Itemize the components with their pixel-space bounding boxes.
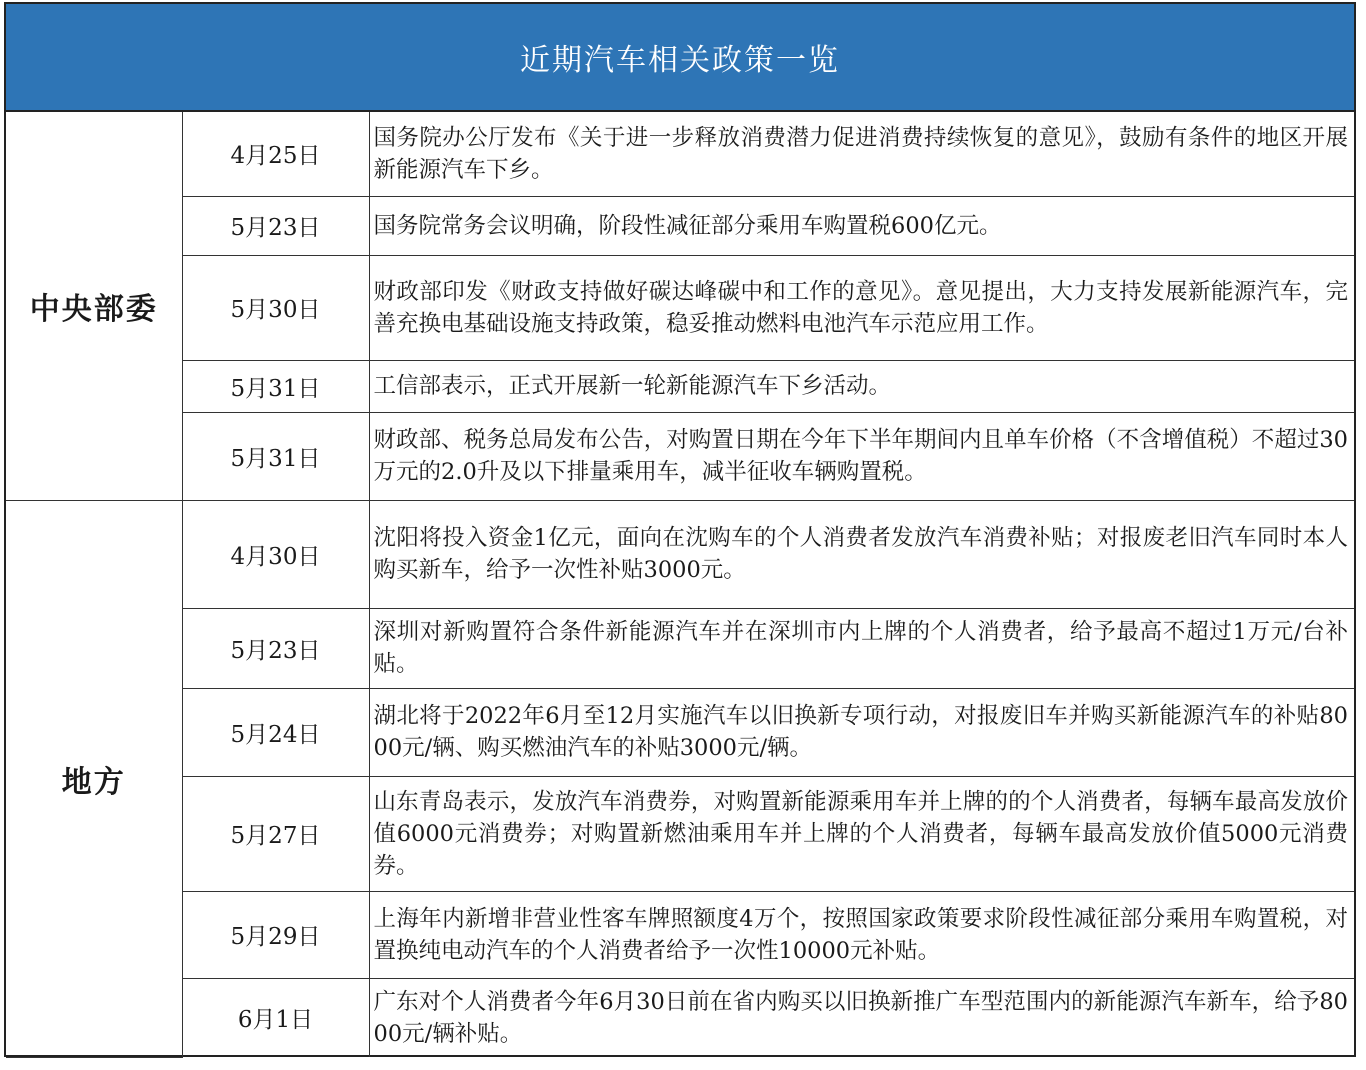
row-content: 广东对个人消费者今年6月30日前在省内购买以旧换新推广车型范围内的新能源汽车新车，给予8000元/辆补贴。 [369, 978, 1354, 1057]
table-row [6, 608, 1354, 688]
table-row [6, 255, 1354, 360]
table-row [6, 688, 1354, 776]
row-content: 国务院办公厅发布《关于进一步释放消费潜力促进消费持续恢复的意见》，鼓励有条件的地区开展新能源汽车下乡。 [369, 112, 1354, 196]
table-row [6, 112, 1354, 196]
row-date: 5月23日 [182, 608, 369, 688]
table-header [6, 4, 1354, 112]
row-content: 深圳对新购置符合条件新能源汽车并在深圳市内上牌的个人消费者，给予最高不超过1万元/台补贴。 [369, 608, 1354, 688]
row-date: 5月31日 [182, 412, 369, 500]
table-row [6, 776, 1354, 891]
table-row [6, 500, 1354, 608]
row-content: 工信部表示，正式开展新一轮新能源汽车下乡活动。 [369, 360, 1354, 412]
table-title: 近期汽车相关政策一览 [520, 43, 840, 78]
row-date: 5月30日 [182, 255, 369, 360]
table-row [6, 196, 1354, 255]
table-row [6, 891, 1354, 978]
row-content: 沈阳将投入资金1亿元，面向在沈购车的个人消费者发放汽车消费补贴；对报废老旧汽车同时本人购买新车，给予一次性补贴3000元。 [369, 500, 1354, 608]
category-central: 中央部委 [6, 112, 182, 500]
table-row [6, 412, 1354, 500]
policy-table [6, 112, 1354, 1058]
row-content: 财政部、税务总局发布公告，对购置日期在今年下半年期间内且单车价格（不含增值税）不超过30万元的2.0升及以下排量乘用车，减半征收车辆购置税。 [369, 412, 1354, 500]
row-date: 4月30日 [182, 500, 369, 608]
row-content: 湖北将于2022年6月至12月实施汽车以旧换新专项行动，对报废旧车并购买新能源汽车的补贴8000元/辆、购买燃油汽车的补贴3000元/辆。 [369, 688, 1354, 776]
category-local: 地方 [6, 500, 182, 1057]
row-date: 5月24日 [182, 688, 369, 776]
row-date: 5月23日 [182, 196, 369, 255]
row-content: 国务院常务会议明确，阶段性减征部分乘用车购置税600亿元。 [369, 196, 1354, 255]
row-date: 6月1日 [182, 978, 369, 1057]
table-row [6, 978, 1354, 1057]
row-content: 财政部印发《财政支持做好碳达峰碳中和工作的意见》。意见提出，大力支持发展新能源汽车，完善充换电基础设施支持政策，稳妥推动燃料电池汽车示范应用工作。 [369, 255, 1354, 360]
row-date: 4月25日 [182, 112, 369, 196]
row-content: 山东青岛表示，发放汽车消费券，对购置新能源乘用车并上牌的的个人消费者，每辆车最高发放价值6000元消费券；对购置新燃油乘用车并上牌的个人消费者，每辆车最高发放价值5000元消费券。 [369, 776, 1354, 891]
row-date: 5月27日 [182, 776, 369, 891]
table-row [6, 360, 1354, 412]
row-date: 5月29日 [182, 891, 369, 978]
policy-table-frame [4, 2, 1356, 1057]
row-content: 上海年内新增非营业性客车牌照额度4万个，按照国家政策要求阶段性减征部分乘用车购置税，对置换纯电动汽车的个人消费者给予一次性10000元补贴。 [369, 891, 1354, 978]
row-date: 5月31日 [182, 360, 369, 412]
